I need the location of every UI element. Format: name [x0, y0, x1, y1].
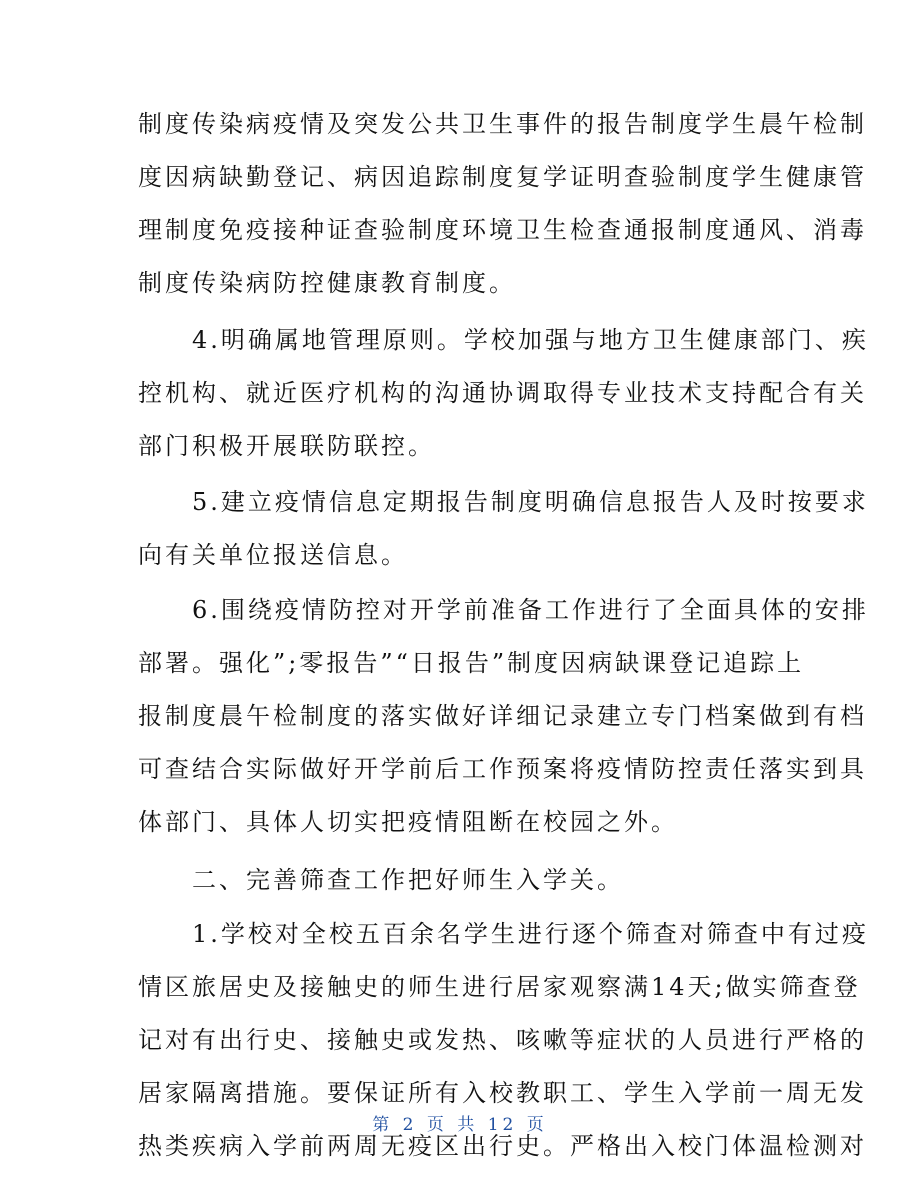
paragraph-1	[138, 98, 867, 310]
text-line: 控机构、就近医疗机构的沟通协调取得专业技术支持配合有关	[138, 379, 867, 407]
text-line: 1.学校对全校五百余名学生进行逐个筛查对筛查中有过疫	[138, 920, 869, 948]
text-line: 理制度免疫接种证查验制度环境卫生检查通报制度通风、消毒	[138, 216, 867, 244]
text-line: 可查结合实际做好开学前后工作预案将疫情防控责任落实到具	[138, 755, 867, 783]
page-number-footer: 第 2 页 共 12 页	[372, 1115, 548, 1135]
text-line: 体部门、具体人切实把疫情阻断在校园之外。	[138, 808, 678, 836]
text-line: 报制度晨午检制度的落实做好详细记录建立专门档案做到有档	[138, 702, 867, 730]
text-line: 4.明确属地管理原则。学校加强与地方卫生健康部门、疾	[138, 326, 869, 354]
text-line: 制度传染病防控健康教育制度。	[138, 269, 516, 297]
paragraph-4	[138, 584, 869, 849]
text-line: 热类疾病入学前两周无疫区出行史。严格出入校门体温检测对	[138, 1132, 867, 1160]
text-line: 情区旅居史及接触史的师生进行居家观察满14天;做实筛查登	[138, 973, 861, 1001]
text-line: 部署。强化”;零报告”“日报告”制度因病缺课登记追踪上	[138, 649, 805, 677]
text-line: 度因病缺勤登记、病因追踪制度复学证明查验制度学生健康管	[138, 163, 867, 191]
paragraph-2	[138, 314, 869, 473]
paragraph-3	[138, 476, 869, 582]
text-line: 5.建立疫情信息定期报告制度明确信息报告人及时按要求	[138, 488, 869, 516]
text-line: 制度传染病疫情及突发公共卫生事件的报告制度学生晨午检制	[138, 110, 867, 138]
text-line: 二、完善筛查工作把好师生入学关。	[138, 866, 624, 894]
text-line: 向有关单位报送信息。	[138, 541, 408, 569]
text-line: 居家隔离措施。要保证所有入校教职工、学生入学前一周无发	[138, 1079, 867, 1107]
text-line: 6.围绕疫情防控对开学前准备工作进行了全面具体的安排	[138, 596, 869, 624]
section-heading	[138, 854, 788, 907]
text-line: 部门积极开展联防联控。	[138, 432, 435, 460]
text-line: 记对有出行史、接触史或发热、咳嗽等症状的人员进行严格的	[138, 1026, 867, 1054]
